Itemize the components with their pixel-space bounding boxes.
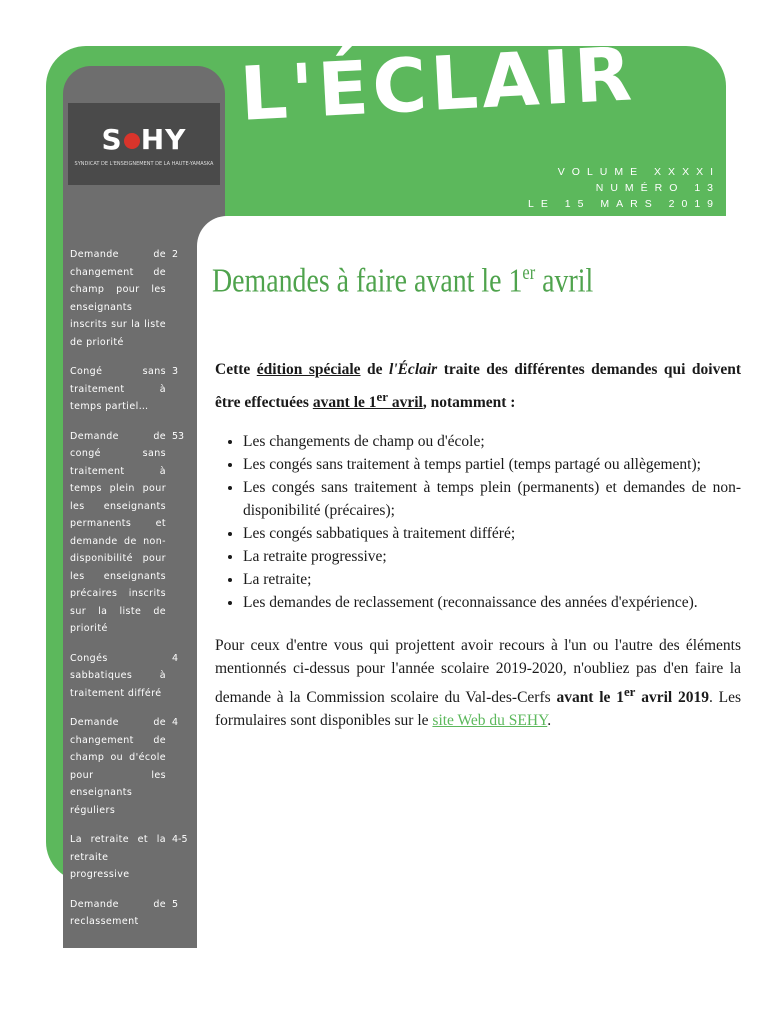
toc-item-label: Congés sabbatiques à traitement différé: [70, 652, 166, 699]
intro-deadline-text: avant le 1: [312, 394, 377, 412]
date-label: LE 15 MARS 2019: [528, 198, 720, 210]
outro-text: Pour ceux d'entre vous qui projettent avoir recours à l'un ou l'autre des éléments mentionnés ci-dessus pour l'année scolaire 2019-2020, n'oubliez pas d'en faire la demande à la Commission scolaire du Val-des-Cerfs: [215, 637, 741, 707]
toc-item[interactable]: [70, 831, 194, 884]
article-headline: [212, 262, 638, 300]
outro-deadline-text: avril 2019: [635, 689, 709, 707]
logo-subtitle: SYNDICAT DE L'ENSEIGNEMENT DE LA HAUTE-YAMASKA: [74, 161, 214, 167]
toc-item-label: La retraite et la retraite progressive: [70, 834, 166, 880]
sehy-website-link[interactable]: site Web du SEHY: [432, 712, 548, 730]
toc-item-label: Demande de congé sans traitement à temps plein pour les enseignants permanents et demande de non-disponibilité pour les enseignants précaires inscrits sur la liste de priorité: [70, 430, 166, 634]
toc-item[interactable]: [70, 428, 194, 638]
toc-item[interactable]: [70, 246, 194, 351]
outro-deadline-sup: er: [623, 684, 636, 700]
intro-italic: l'Éclair: [388, 361, 438, 378]
list-item: • La retraite progressive;: [243, 545, 741, 568]
intro-deadline-text: avril: [388, 394, 423, 412]
toc-item[interactable]: [70, 896, 194, 931]
sehy-logo: [68, 103, 220, 185]
toc-item[interactable]: [70, 714, 194, 819]
intro-underlined: édition spéciale: [256, 361, 361, 378]
outro-deadline-text: avant le 1: [556, 689, 624, 707]
list-item: • Les changements de champ ou d'école;: [243, 430, 741, 453]
intro-text: Cette: [215, 361, 257, 378]
toc-item-page: 3: [172, 366, 179, 377]
toc-item-page: 4: [172, 717, 179, 728]
list-item: • La retraite;: [243, 568, 741, 591]
list-item: • Les demandes de reclassement (reconnaissance des années d'expérience).: [243, 591, 741, 614]
list-item: • Les congés sans traitement à temps plein (permanents) et demandes de non-disponibilité (précaires);: [243, 476, 741, 522]
list-item: • Les congés sans traitement à temps partiel (temps partagé ou allègement);: [243, 453, 741, 476]
intro-text: , notamment :: [422, 394, 516, 412]
toc-item-page: 2: [172, 249, 179, 260]
intro-deadline: [312, 389, 423, 412]
outro-text: . Les formulaires sont disponibles sur le: [215, 689, 741, 730]
table-of-contents: [70, 246, 194, 943]
toc-item-page: 4: [172, 652, 179, 664]
intro-deadline-sup: er: [376, 389, 388, 404]
logo-brand: S HY: [101, 123, 187, 156]
outro-deadline: [556, 684, 709, 707]
headline-superscript: er: [522, 262, 536, 284]
toc-item-page: 53: [172, 430, 185, 442]
newsletter-title: L'ÉCLAIR: [238, 31, 638, 138]
outro-text: .: [547, 712, 552, 730]
demands-list: [215, 430, 741, 614]
toc-item[interactable]: [70, 650, 194, 703]
article-body: [215, 356, 741, 748]
intro-text: traite des différentes demandes qui doivent être effectuées: [215, 361, 741, 412]
headline-text-end: avril: [535, 262, 594, 300]
intro-paragraph: [215, 356, 741, 416]
toc-item-label: Congé sans traitement à temps partiel…: [70, 366, 166, 412]
toc-item-label: Demande de changement de champ ou d'école pour les enseignants réguliers: [70, 717, 166, 816]
intro-text: de: [360, 361, 389, 378]
volume-label: VOLUME XXXXI: [557, 166, 720, 178]
outro-paragraph: [215, 634, 741, 732]
number-label: NUMÉRO 13: [595, 182, 720, 194]
list-item: • Les congés sabbatiques à traitement différé;: [243, 522, 741, 545]
headline-text: Demandes à faire avant le 1: [212, 262, 523, 300]
toc-item-page: 4-5: [172, 834, 188, 845]
toc-item-label: Demande de reclassement: [70, 898, 166, 927]
apple-icon: [124, 133, 140, 149]
toc-item[interactable]: [70, 363, 194, 416]
toc-item-page: 5: [172, 898, 179, 910]
toc-item-label: Demande de changement de champ pour les enseignants inscrits sur la liste de priorité: [70, 249, 166, 348]
issue-info: [528, 164, 720, 212]
